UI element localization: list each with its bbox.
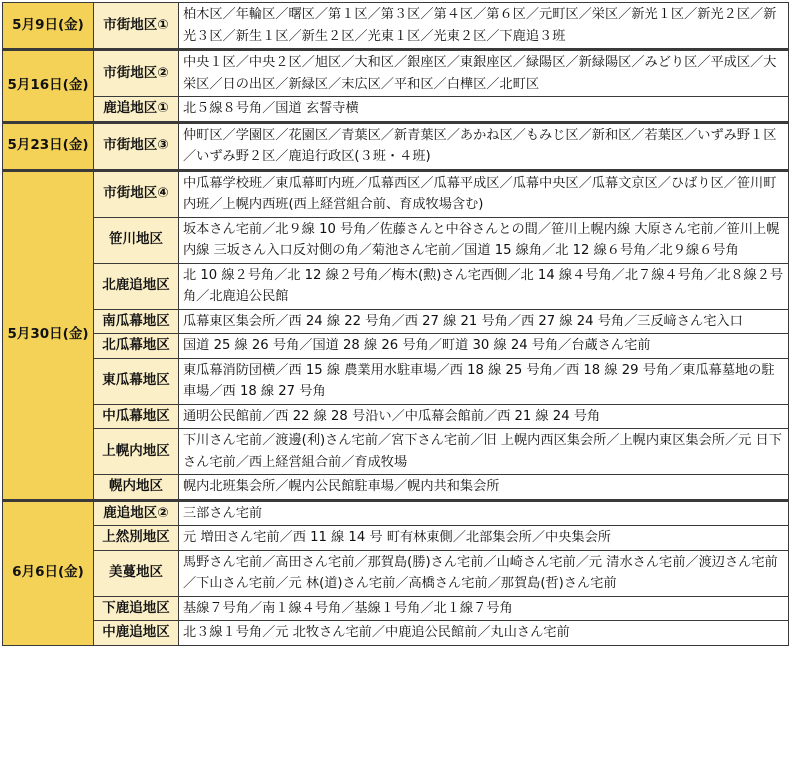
collection-points: 瓜幕東区集会所／西 24 線 22 号角／西 27 線 21 号角／西 27 線 24 号角／三反﨑さん宅入口 xyxy=(179,309,789,334)
schedule-body xyxy=(3,3,789,646)
area-name: 笹川地区 xyxy=(94,217,179,263)
area-name: 美蔓地区 xyxy=(94,550,179,596)
collection-points: 柏木区／年輪区／曙区／第１区／第３区／第４区／第６区／元町区／栄区／新光１区／新光２区／新光３区／新生１区／新生２区／光東１区／光東２区／下鹿追３班 xyxy=(179,3,789,50)
schedule-row xyxy=(3,334,789,359)
schedule-row xyxy=(3,122,789,170)
schedule-row xyxy=(3,526,789,551)
collection-schedule-table xyxy=(2,2,789,646)
area-name: 北瓜幕地区 xyxy=(94,334,179,359)
collection-points: 北３線１号角／元 北牧さん宅前／中鹿追公民館前／丸山さん宅前 xyxy=(179,621,789,646)
area-name: 北鹿追地区 xyxy=(94,263,179,309)
collection-points: 下川さん宅前／渡邊(利)さん宅前／宮下さん宅前／旧 上幌内西区集会所／上幌内東区集会所／元 日下さん宅前／西上経営組合前／育成牧場 xyxy=(179,429,789,475)
schedule-row xyxy=(3,550,789,596)
area-name: 下鹿追地区 xyxy=(94,596,179,621)
collection-points: 基線７号角／南１線４号角／基線１号角／北１線７号角 xyxy=(179,596,789,621)
collection-date: 5月9日(金) xyxy=(3,3,94,50)
schedule-row xyxy=(3,3,789,50)
area-name: 東瓜幕地区 xyxy=(94,358,179,404)
schedule-row xyxy=(3,404,789,429)
schedule-row xyxy=(3,596,789,621)
collection-date: 6月6日(金) xyxy=(3,500,94,645)
collection-points: 元 増田さん宅前／西 11 線 14 号 町有林東側／北部集会所／中央集会所 xyxy=(179,526,789,551)
schedule-row xyxy=(3,170,789,217)
collection-points: 仲町区／学園区／花園区／青葉区／新青葉区／あかね区／もみじ区／新和区／若葉区／いずみ野１区／いずみ野２区／鹿追行政区(３班・４班) xyxy=(179,122,789,170)
schedule-row xyxy=(3,500,789,526)
area-name: 幌内地区 xyxy=(94,475,179,501)
schedule-row xyxy=(3,429,789,475)
schedule-row xyxy=(3,217,789,263)
schedule-row xyxy=(3,358,789,404)
schedule-row xyxy=(3,97,789,123)
collection-points: 馬野さん宅前／高田さん宅前／那賀島(勝)さん宅前／山崎さん宅前／元 清水さん宅前／渡辺さん宅前／下山さん宅前／元 林(道)さん宅前／高橋さん宅前／那賀島(哲)さん宅前 xyxy=(179,550,789,596)
collection-points: 東瓜幕消防団横／西 15 線 農業用水駐車場／西 18 線 25 号角／西 18 線 29 号角／東瓜幕墓地の駐車場／西 18 線 27 号角 xyxy=(179,358,789,404)
area-name: 鹿追地区① xyxy=(94,97,179,123)
area-name: 鹿追地区② xyxy=(94,500,179,526)
collection-date: 5月16日(金) xyxy=(3,50,94,123)
collection-points: 国道 25 線 26 号角／国道 28 線 26 号角／町道 30 線 24 号角／台蔵さん宅前 xyxy=(179,334,789,359)
schedule-row xyxy=(3,475,789,501)
schedule-row xyxy=(3,309,789,334)
collection-points: 中瓜幕学校班／東瓜幕町内班／瓜幕西区／瓜幕平成区／瓜幕中央区／瓜幕文京区／ひばり区／笹川町内班／上幌内西班(西上経営組合前、育成牧場含む) xyxy=(179,170,789,217)
area-name: 市街地区③ xyxy=(94,122,179,170)
schedule-row xyxy=(3,50,789,97)
area-name: 市街地区① xyxy=(94,3,179,50)
area-name: 上然別地区 xyxy=(94,526,179,551)
schedule-row xyxy=(3,263,789,309)
area-name: 市街地区② xyxy=(94,50,179,97)
area-name: 中鹿追地区 xyxy=(94,621,179,646)
collection-points: 中央１区／中央２区／旭区／大和区／銀座区／東銀座区／緑陽区／新緑陽区／みどり区／平成区／大栄区／日の出区／新緑区／末広区／平和区／白樺区／北町区 xyxy=(179,50,789,97)
collection-date: 5月30日(金) xyxy=(3,170,94,500)
collection-date: 5月23日(金) xyxy=(3,122,94,170)
collection-points: 坂本さん宅前／北９線 10 号角／佐藤さんと中谷さんとの間／笹川上幌内線 大原さん宅前／笹川上幌内線 三坂さん入口反対側の角／菊池さん宅前／国道 15 線角／北 12 線６号角／北９線６号角 xyxy=(179,217,789,263)
area-name: 中瓜幕地区 xyxy=(94,404,179,429)
schedule-row xyxy=(3,621,789,646)
area-name: 上幌内地区 xyxy=(94,429,179,475)
collection-points: 幌内北班集会所／幌内公民館駐車場／幌内共和集会所 xyxy=(179,475,789,501)
collection-points: 北５線８号角／国道 玄誓寺横 xyxy=(179,97,789,123)
collection-points: 三部さん宅前 xyxy=(179,500,789,526)
area-name: 南瓜幕地区 xyxy=(94,309,179,334)
collection-points: 通明公民館前／西 22 線 28 号沿い／中瓜幕会館前／西 21 線 24 号角 xyxy=(179,404,789,429)
area-name: 市街地区④ xyxy=(94,170,179,217)
collection-points: 北 10 線２号角／北 12 線２号角／梅木(勲)さん宅西側／北 14 線４号角／北７線４号角／北８線２号角／北鹿追公民館 xyxy=(179,263,789,309)
